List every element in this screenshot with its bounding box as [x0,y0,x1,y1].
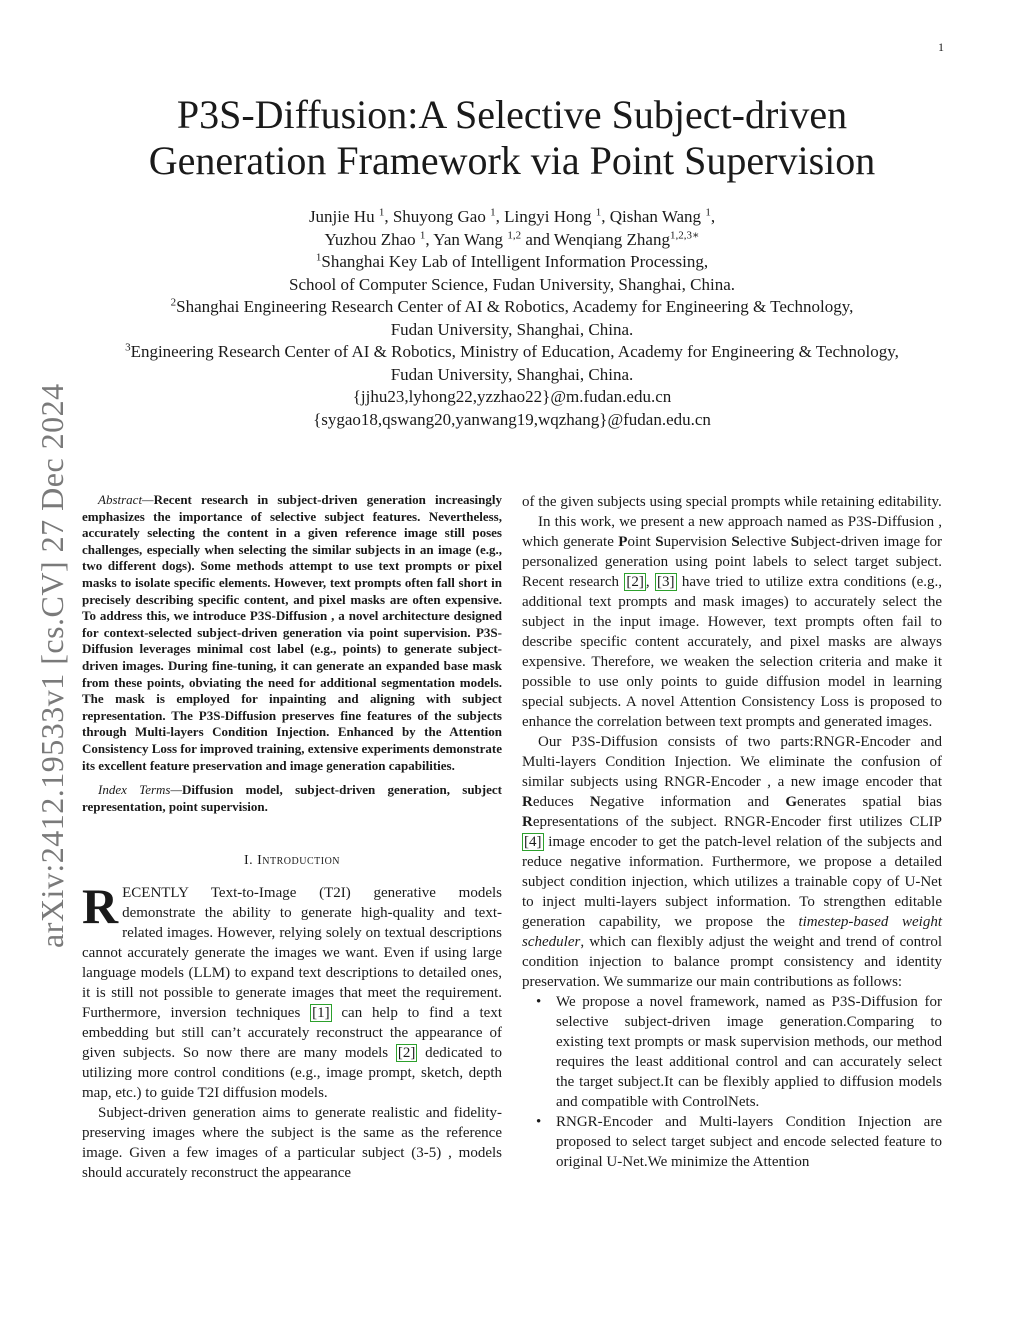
citation-link-3[interactable]: [3] [657,574,675,590]
author-name: and Wenqiang Zhang [521,229,670,249]
intro-paragraph-1: RECENTLY Text-to-Image (T2I) generative models demonstrate the ability to generate high-quality and text-related images. However, relying solely on textual descriptions cannot accurately generate the images we want. Even if using large language models (LLM) to expand text descriptions to detailed ones, it is still not possible to generate images that meet the requirement. Furthermore, inversion techniques [1] can help to find a text embedding but still can’t accurately reconstruct the appearance of given subjects. So now there are many models [2] dedicated to utilizing more control conditions (e.g., image prompt, sketch, depth map, etc.) to guide T2I diffusion models. [82,878,502,1102]
bullet-icon: • [536,994,542,1010]
affiliation-3a: $^3$Engineering Research Center of AI & Robotics, Ministry of Education, Academy for Engineering & Technology, [125,341,899,361]
abstract [82,492,502,774]
section-heading-introduction: I. Introduction [243,853,341,869]
author-line-1: Junjie Hu $^1$, Shuyong Gao $^1$, Lingyi Hong $^1$, Qishan Wang $^1$, [308,206,716,226]
affiliation-3b: Fudan University, Shanghai, China. [390,364,634,384]
index-terms-lead: Index Terms— [98,782,183,798]
affiliation-2a: $^2$Shanghai Engineering Research Center of AI & Robotics, Academy for Engineering & Technology, [170,296,854,316]
affiliation-1b: School of Computer Science, Fudan University, Shanghai, China. [288,274,736,294]
dropcap: R [82,878,119,935]
affil-sup: 1 [378,206,385,219]
citation-link-4[interactable]: [4] [524,834,542,850]
right-paragraph-0: of the given subjects using special prompts while retaining editability. [522,494,942,510]
citation-link-2[interactable]: [2] [397,1045,416,1062]
affil-sup: 1,2 [507,228,522,241]
citation-link-2b[interactable]: [2] [626,574,644,590]
abstract-lead: Abstract— [98,492,154,507]
page-number: 1 [938,40,944,54]
list-item: • RNGR-Encoder and Multi-layers Condition Injection are proposed to select target subject and encode selected feature to original U-Net.We minimize the Attention [536,1114,942,1170]
arxiv-identifier-text: arXiv:2412.19533v1 [cs.CV] 27 Dec 2024 [34,383,70,948]
affiliation-2b: Fudan University, Shanghai, China. [390,319,634,339]
left-column [82,492,502,1183]
author-line-2: Yuzhou Zhao $^1$, Yan Wang $^{1,2}$ and Wenqiang Zhang$^{1,2,3∗}$ [324,228,700,249]
affil-sup: 1,2,3∗ [669,228,700,241]
citation-link-1[interactable]: [1] [312,1005,330,1022]
paper-title [80,92,944,184]
affiliation-1a: $^1$Shanghai Key Lab of Intelligent Information Processing, [315,251,709,271]
author-block [60,206,964,431]
right-column [522,492,942,1172]
affil-sup: 1 [419,228,426,241]
intro-paragraph-2: Subject-driven generation aims to generate realistic and fidelity-preserving images where the subject is the same as the reference image. Given a few images of a particular subject (3-5) , models should accurately reconstruct the appearance [82,1105,502,1182]
title-line-2: Generation Framework via Point Supervision [148,138,876,183]
affil-sup: 1 [705,206,711,219]
affil-sup: 1 [595,206,602,219]
title-line-1: P3S-Diffusion:A Selective Subject-driven [176,92,848,137]
abstract-text: Recent research in subject-driven generation increasingly emphasizes the importance of selective subject features. Nevertheless, accurately selecting the content in a given reference image still poses challenges, especially when selecting the similar subjects in an image (e.g., two different dogs). Some methods attempt to use text prompts or pixel masks to isolate specific elements. However, text prompts often fall short in precisely describing specific content, and pixel masks are often expensive. To address this, we introduce P3S-Diffusion , a novel architecture designed for context-selected subject-driven generation via point supervision. P3S-Diffusion leverages minimal cost label (e.g., points) to generate subject-driven images. During fine-tuning, it can generate an expanded base mask from these points, obviating the need for additional segmentation models. The mask is employed for inpainting and aligning with subject representation. The P3S-Diffusion preserves fine features of the subjects through Multi-layers Condition Injection. Enhanced by the Attention Consistency Loss for improved training, extensive experiments demonstrate its excellent feature preservation and image generation capabilities. [82,492,502,773]
right-paragraph-2: Our P3S-Diffusion consists of two parts:RNGR-Encoder and Multi-layers Condition Injection. We eliminate the confusion of similar subjects using RNGR-Encoder , a new image encoder that Reduces Negative information and Generates spatial bias Representations of the subject. RNGR-Encoder first utilizes CLIP [4] image encoder to get the patch-level relation of the subjects and reduce negative information. Furthermore, we propose a detailed subject condition injection, which utilizes a trainable copy of U-Net to inject multi-layers subject information. To strengthen editable generation capability, we propose the timestep-based weight scheduler, which can flexibly adjust the weight and trend of control condition injection to balance prompt consistency and identity preservation. We summarize our main contributions as follows: [522,734,942,990]
email-line-1[interactable]: {jjhu23,lyhong22,yzzhao22}@m.fudan.edu.cn [352,387,672,406]
arxiv-identifier [28,350,68,950]
email-line-2[interactable]: {sygao18,qswang20,yanwang19,wqzhang}@fudan.edu.cn [313,409,711,429]
bullet-icon: • [536,1114,542,1130]
contributions-list [522,992,942,1172]
list-item: • We propose a novel framework, named as P3S-Diffusion for selective subject-driven image generation.Comparing to existing text prompts or mask supervision methods, our method requires the least additional control and can accurately select the target subject.It can be flexibly applied to diffusion models and compatible with ControlNets. [536,994,942,1110]
right-paragraph-1: In this work, we present a new approach named as P3S-Diffusion , which generate Point Supervision Selective Subject-driven image for personalized generation using point labels to select target subject. Recent research [2] , [3] have tried to utilize extra conditions (e.g., additional text prompts and mask images) to accurately select the subject in the input image. However, text prompts often fail to describe specific content accurately, and pixel masks are always expensive. Therefore, we weaken the selection criteria and make it possible to use only points to guide diffusion model in learning special subjects. A novel Attention Consistency Loss is proposed to enhance the correlation between text prompts and generated images. [522,514,943,730]
index-terms [82,782,502,815]
affil-sup: 1 [490,206,496,219]
index-terms-text: Diffusion model, subject-driven generation, subject representation, point supervision. [82,782,502,814]
